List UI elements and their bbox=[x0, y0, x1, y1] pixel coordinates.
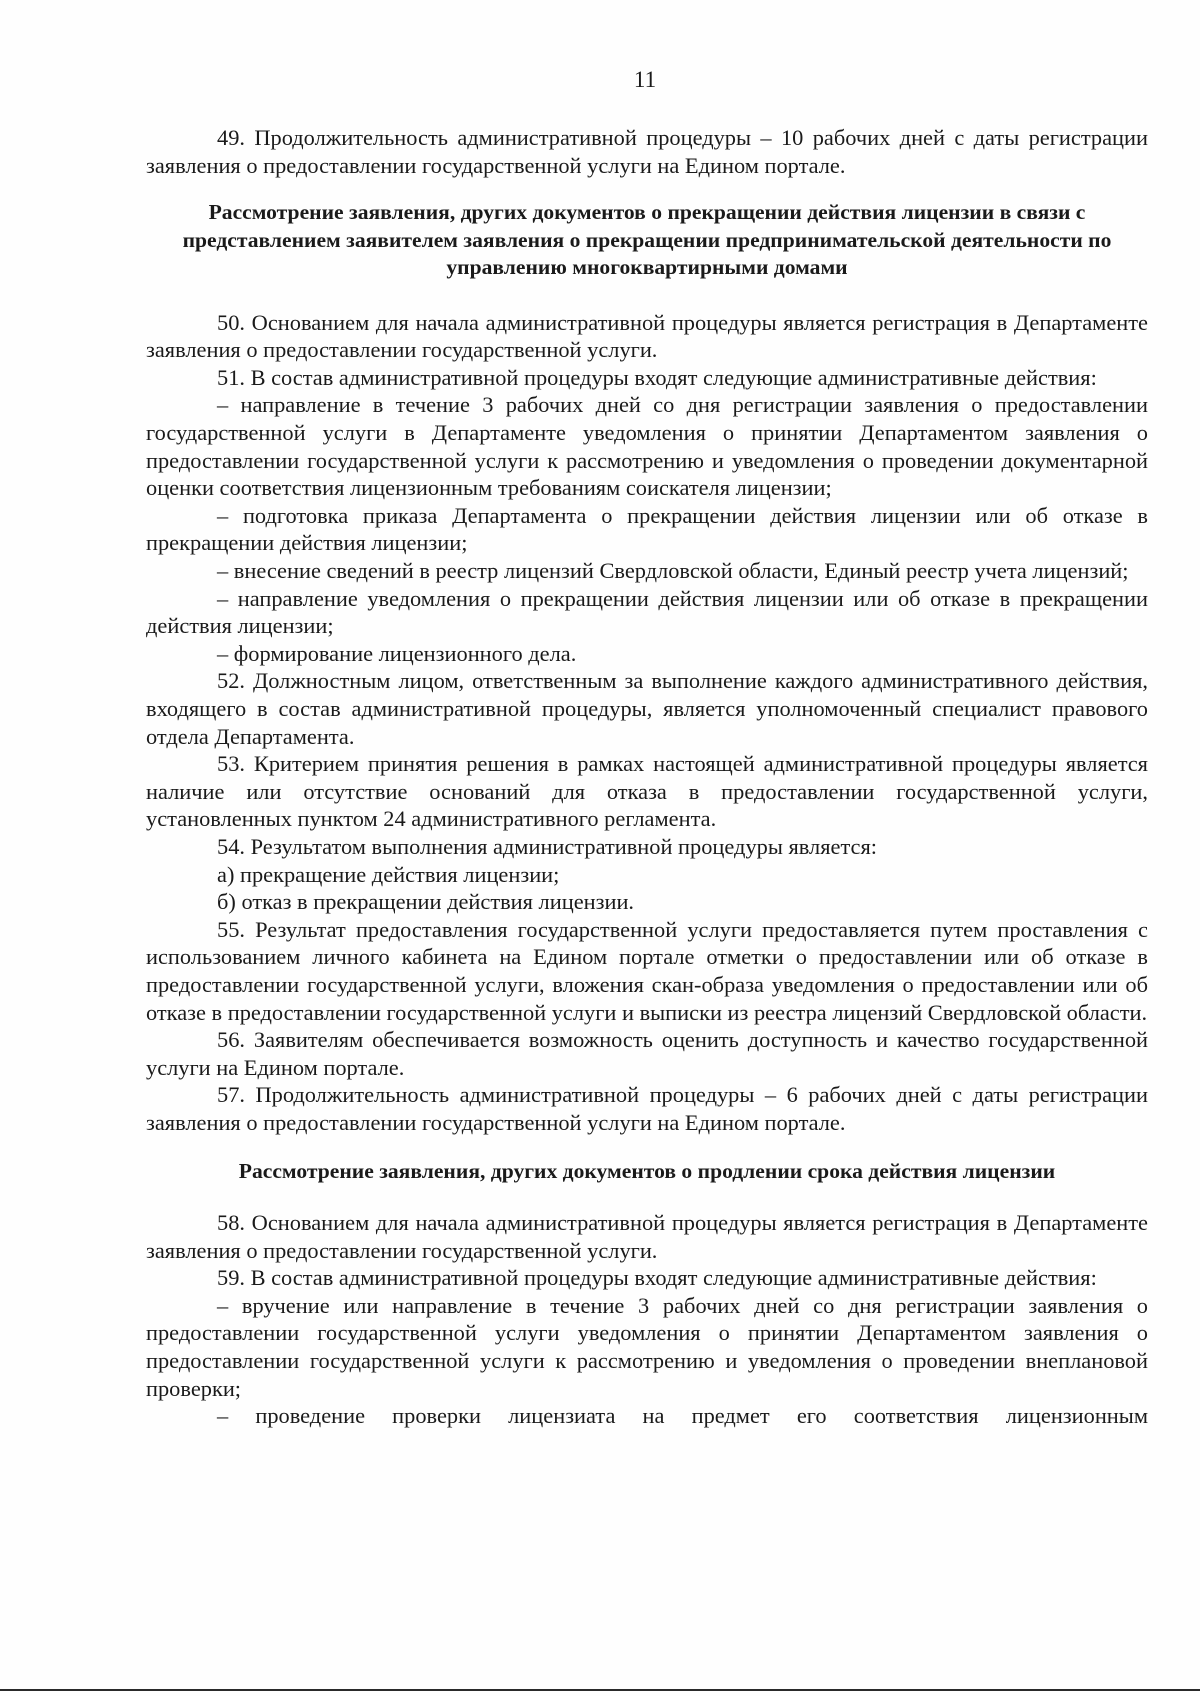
section-heading-license-extension: Рассмотрение заявления, других документов о продлении срока действия лицензии bbox=[238, 1158, 1056, 1183]
paragraph-51-item-2: – подготовка приказа Департамента о прекращении действия лицензии или об отказе в прекращении действия лицензии; bbox=[146, 502, 1148, 556]
page-number: 11 bbox=[633, 67, 657, 92]
paragraph-59: 59. В состав административной процедуры входят следующие административные действия: bbox=[217, 1265, 1097, 1291]
paragraph-51-item-5: – формирование лицензионного дела. bbox=[217, 640, 577, 666]
section-heading-license-termination: Рассмотрение заявления, других документов о прекращении действия лицензии в связи с представлением заявителем заявления о прекращении предпринимательской деятельности по управлению многоквартирными домами bbox=[182, 200, 1112, 280]
paragraph-51-item-1: – направление в течение 3 рабочих дней со дня регистрации заявления о предоставлении государственной услуги в Департаменте уведомления о принятии Департаментом заявления о предоставлении государственной услуги к рассмотрению и уведомления о проведении документарной оценки соответствия лицензионным требованиям соискателя лицензии; bbox=[146, 392, 1148, 501]
paragraph-51: 51. В состав административной процедуры входят следующие административные действия: bbox=[217, 364, 1097, 390]
paragraph-59-item-2: – проведение проверки лицензиата на предмет его соответствия лицензионным bbox=[217, 1403, 1148, 1429]
paragraph-54-item-b: б) отказ в прекращении действия лицензии. bbox=[217, 889, 635, 915]
paragraph-49: 49. Продолжительность административной процедуры – 10 рабочих дней с даты регистрации заявления о предоставлении государственной услуги на Едином портале. bbox=[146, 125, 1148, 178]
paragraph-58: 58. Основанием для начала административной процедуры является регистрация в Департаменте заявления о предоставлении государственной услуги. bbox=[146, 1210, 1148, 1263]
paragraph-51-item-4: – направление уведомления о прекращении действия лицензии или об отказе в прекращении действия лицензии; bbox=[146, 585, 1148, 639]
paragraph-51-item-3: – внесение сведений в реестр лицензий Свердловской области, Единый реестр учета лицензий; bbox=[217, 558, 1129, 584]
paragraph-56: 56. Заявителям обеспечивается возможность оценить доступность и качество государственной услуги на Едином портале. bbox=[146, 1027, 1148, 1080]
paragraph-54: 54. Результатом выполнения административной процедуры является: bbox=[217, 833, 877, 859]
bottom-scan-edge bbox=[0, 1689, 1200, 1691]
paragraph-53: 53. Критерием принятия решения в рамках настоящей административной процедуры является наличие или отсутствие оснований для отказа в предоставлении государственной услуги, установленных пунктом 24 административного регламента. bbox=[146, 751, 1148, 832]
paragraph-50: 50. Основанием для начала административной процедуры является регистрация в Департаменте заявления о предоставлении государственной услуги. bbox=[146, 309, 1148, 363]
paragraph-52: 52. Должностным лицом, ответственным за выполнение каждого административного действия, входящего в состав административной процедуры, является уполномоченный специалист правового отдела Департамента. bbox=[146, 668, 1148, 749]
paragraph-55: 55. Результат предоставления государственной услуги предоставляется путем проставления с использованием личного кабинета на Едином портале отметки о предоставлении или об отказе в предоставлении государственной услуги, вложения скан-образа уведомления о предоставлении или об отказе в предоставлении государственной услуги и выписки из реестра лицензий Свердловской области. bbox=[146, 916, 1148, 1025]
document-body bbox=[146, 124, 1148, 1430]
paragraph-57: 57. Продолжительность административной процедуры – 6 рабочих дней с даты регистрации заявления о предоставлении государственной услуги на Едином портале. bbox=[146, 1082, 1148, 1135]
paragraph-54-item-a: а) прекращение действия лицензии; bbox=[217, 861, 560, 887]
paragraph-59-item-1: – вручение или направление в течение 3 рабочих дней со дня регистрации заявления о предоставлении государственной услуги уведомления о принятии Департаментом заявления о предоставлении государственной услуги к рассмотрению и уведомления о проведении внеплановой проверки; bbox=[146, 1292, 1148, 1401]
